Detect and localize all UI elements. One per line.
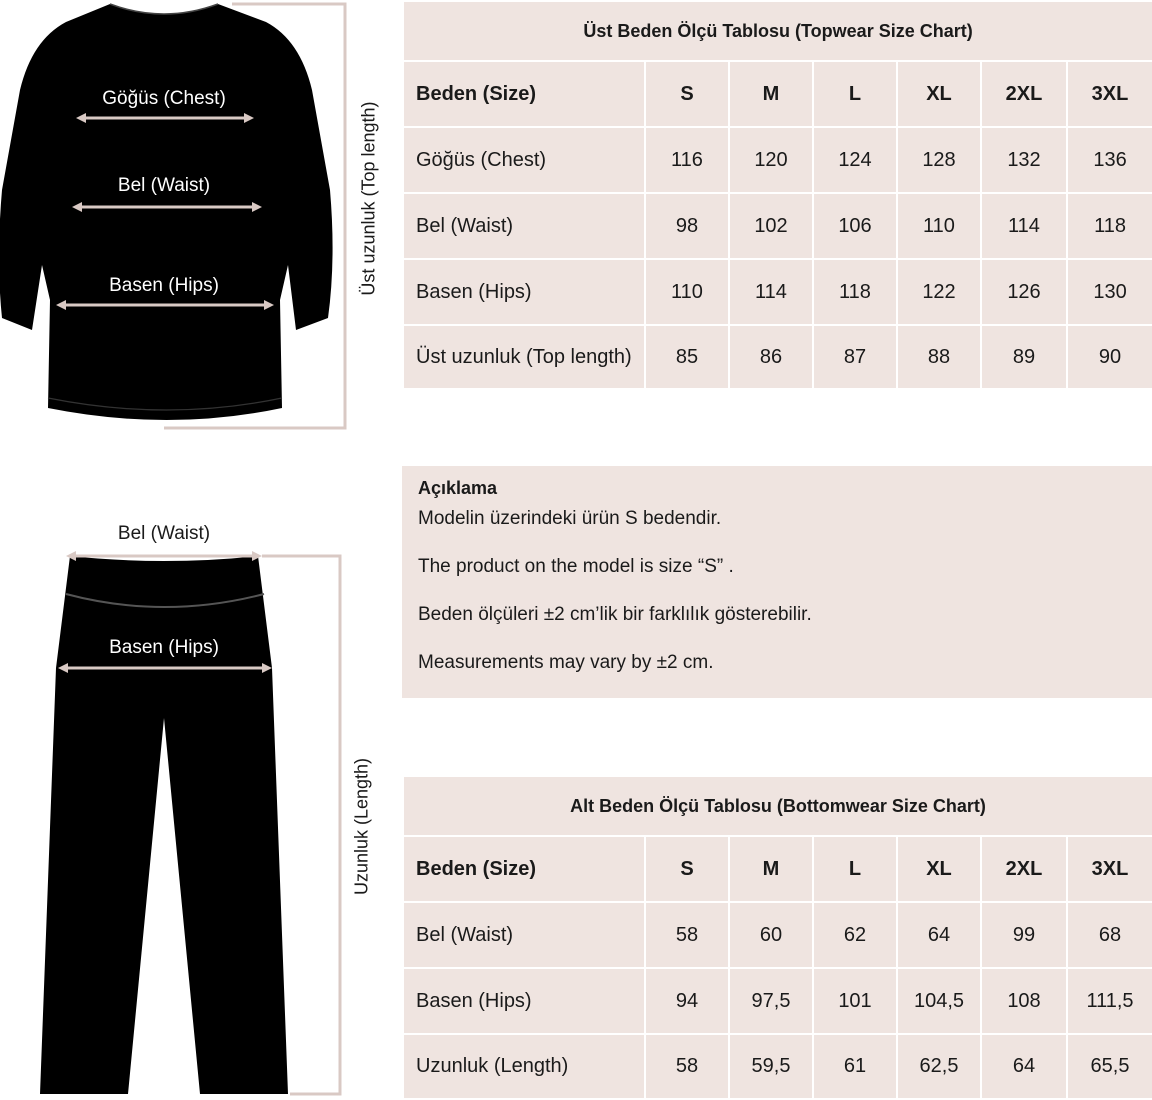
row-label: Uzunluk (Length): [403, 1034, 645, 1099]
row-label: Basen (Hips): [403, 259, 645, 325]
bottom-hips-label: Basen (Hips): [109, 637, 219, 658]
bottom-waist-label: Bel (Waist): [117, 523, 211, 544]
table-cell: 68: [1067, 902, 1152, 968]
bottomwear-size-header: 3XL: [1067, 836, 1152, 902]
garment-illustrations: [0, 0, 400, 1100]
table-cell: 116: [645, 127, 729, 193]
topwear-header-row: [403, 61, 1152, 127]
notes-line: Measurements may vary by ±2 cm.: [418, 652, 714, 673]
table-cell: 58: [645, 1034, 729, 1099]
table-cell: 124: [813, 127, 897, 193]
notes-line: Modelin üzerindeki ürün S bedendir.: [418, 508, 722, 529]
top-garment-shape: [0, 4, 333, 420]
table-cell: 85: [645, 325, 729, 389]
garment-drawings: [0, 0, 400, 1100]
table-row: [403, 1034, 1152, 1099]
table-row: [403, 193, 1152, 259]
table-cell: 122: [897, 259, 981, 325]
table-row: [403, 968, 1152, 1034]
table-cell: 106: [813, 193, 897, 259]
bottomwear-table-title: Alt Beden Ölçü Tablosu (Bottomwear Size Chart): [403, 776, 1152, 836]
topwear-size-header: 3XL: [1067, 61, 1152, 127]
table-cell: 136: [1067, 127, 1152, 193]
row-label: Bel (Waist): [403, 193, 645, 259]
bottom-length-label: Uzunluk (Length): [351, 757, 372, 896]
topwear-size-header: 2XL: [981, 61, 1067, 127]
table-cell: 98: [645, 193, 729, 259]
table-cell: 88: [897, 325, 981, 389]
table-cell: 65,5: [1067, 1034, 1152, 1099]
top-waist-label: Bel (Waist): [117, 175, 211, 196]
bottomwear-size-header: XL: [897, 836, 981, 902]
table-cell: 104,5: [897, 968, 981, 1034]
table-cell: 89: [981, 325, 1067, 389]
table-cell: 60: [729, 902, 813, 968]
table-cell: 87: [813, 325, 897, 389]
row-label: Basen (Hips): [403, 968, 645, 1034]
table-cell: 114: [729, 259, 813, 325]
bottomwear-size-header: M: [729, 836, 813, 902]
table-row: [403, 127, 1152, 193]
row-label: Bel (Waist): [403, 902, 645, 968]
table-cell: 118: [813, 259, 897, 325]
table-cell: 61: [813, 1034, 897, 1099]
table-cell: 94: [645, 968, 729, 1034]
row-label: Üst uzunluk (Top length): [403, 325, 645, 389]
table-cell: 132: [981, 127, 1067, 193]
notes-title: Açıklama: [418, 478, 498, 498]
topwear-size-header: M: [729, 61, 813, 127]
bottomwear-size-header: 2XL: [981, 836, 1067, 902]
top-length-label: Üst uzunluk (Top length): [358, 101, 379, 296]
table-cell: 101: [813, 968, 897, 1034]
table-cell: 128: [897, 127, 981, 193]
table-cell: 110: [897, 193, 981, 259]
top-hips-label: Basen (Hips): [109, 275, 219, 296]
table-cell: 102: [729, 193, 813, 259]
table-cell: 97,5: [729, 968, 813, 1034]
topwear-table-title: Üst Beden Ölçü Tablosu (Topwear Size Chart): [403, 1, 1152, 61]
table-row: [403, 325, 1152, 389]
table-cell: 90: [1067, 325, 1152, 389]
table-cell: 99: [981, 902, 1067, 968]
notes-line: The product on the model is size “S” .: [418, 556, 734, 577]
notes-line: Beden ölçüleri ±2 cm’lik bir farklılık gösterebilir.: [418, 604, 812, 625]
table-cell: 86: [729, 325, 813, 389]
table-cell: 58: [645, 902, 729, 968]
table-cell: 114: [981, 193, 1067, 259]
table-cell: 126: [981, 259, 1067, 325]
notes-box: [402, 466, 1152, 698]
table-cell: 62: [813, 902, 897, 968]
table-cell: 59,5: [729, 1034, 813, 1099]
table-row: [403, 259, 1152, 325]
bottomwear-size-header: L: [813, 836, 897, 902]
bottomwear-size-header: S: [645, 836, 729, 902]
bottomwear-header-row: [403, 836, 1152, 902]
table-cell: 64: [897, 902, 981, 968]
bottomwear-size-table: [402, 775, 1152, 1100]
table-cell: 108: [981, 968, 1067, 1034]
bottomwear-header-label: Beden (Size): [403, 836, 645, 902]
topwear-size-table: [402, 0, 1152, 390]
topwear-size-header: S: [645, 61, 729, 127]
topwear-header-label: Beden (Size): [403, 61, 645, 127]
table-cell: 62,5: [897, 1034, 981, 1099]
table-cell: 110: [645, 259, 729, 325]
topwear-size-header: L: [813, 61, 897, 127]
table-cell: 111,5: [1067, 968, 1152, 1034]
table-cell: 120: [729, 127, 813, 193]
table-cell: 118: [1067, 193, 1152, 259]
top-chest-label: Göğüs (Chest): [102, 88, 226, 109]
row-label: Göğüs (Chest): [403, 127, 645, 193]
table-row: [403, 902, 1152, 968]
table-cell: 64: [981, 1034, 1067, 1099]
table-cell: 130: [1067, 259, 1152, 325]
topwear-size-header: XL: [897, 61, 981, 127]
